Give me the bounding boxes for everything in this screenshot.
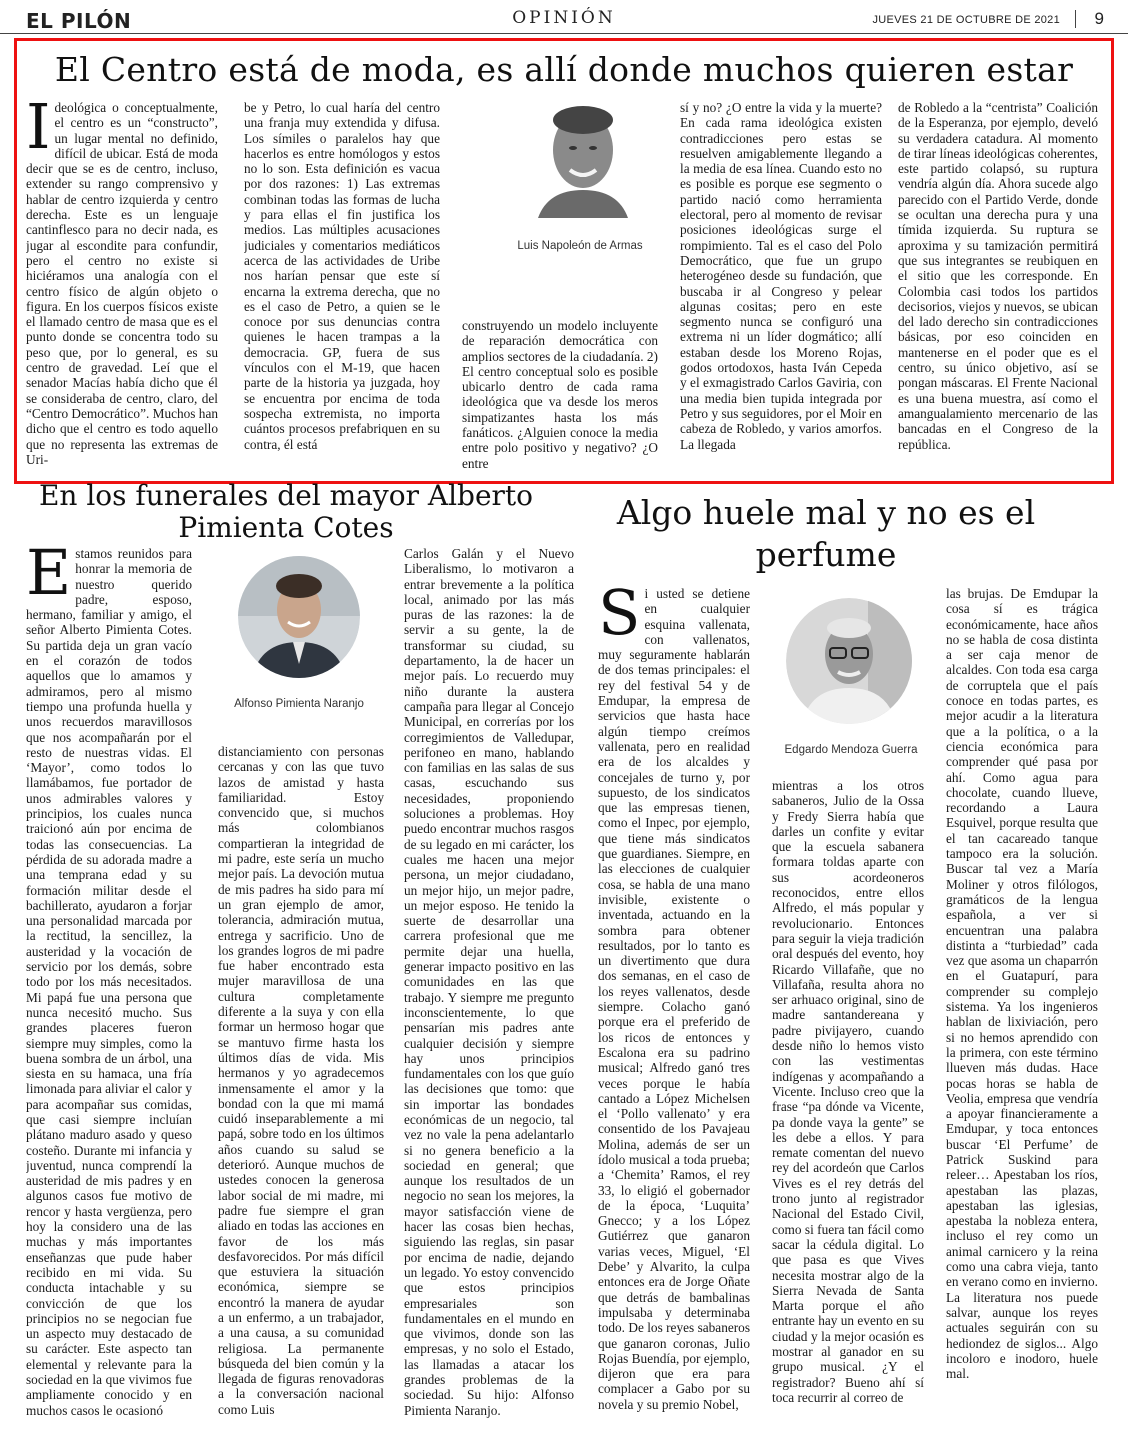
author-photo-edgardo-mendoza (786, 598, 912, 724)
article1-text-3: construyendo un modelo incluyente de reparación democrática con amplios sectores de la ciudadanía. 2) El centro conceptual solo es posible ubicarlo dentro de cada rama ideológica que va desde los meros simpatizantes hasta los más fanáticos. ¿Alguien conoce la media entre polo positivo y negativo? ¿O entre (462, 318, 658, 470)
article2-column-1 (26, 546, 192, 1426)
article2-column-3 (404, 546, 574, 1426)
article3-text-2: mientras a los otros sabaneros, Julio de la Ossa y Fredy Sierra había que darles un confite y evitar que la escuela sabanera formara toldas aparte con sus acordeoneros reconocidos, entre ellos Alfredo, el más popular y revolucionario. Entonces para seguir la vieja tradición oral después del evento, hoy Ricardo Villafañe, que no Villafaña, resulta ahora no ser arhuaco original, sino de madre santandereana y padre pivijayero, cuando desde niño lo hemos visto con las vestimentas indígenas y acompañando a Vicente. Incluso creo que la frase “pa dónde va Vicente, pa donde vaya la gente” se les debe a ellos. Y para remate comentan del nuevo rey del acordeón que Carlos Vives es el rey detrás del trono junto al registrador Nacional del Estado Civil, como si fuera tan fácil como sacar la cédula digital. Lo que pasa es que Vives necesita mostrar algo de la Sierra Nevada de Santa Marta porque el año entrante hay un evento en su ciudad y la mejor ocasión es mostrar al ganador en su grupo musical. ¿Y el registrador? Bueno ahí sí toca recurrir al correo de (772, 778, 924, 1405)
article2-text-3: Carlos Galán y el Nuevo Liberalismo, lo motivaron a entrar brevemente a la política local, animado por las más puras de las razones: la de servir a su gente, la de transformar su ciudad, su departamento, la de hacer un mejor país. Lo recuerdo muy niño durante la austera campaña para llegar al Concejo Municipal, en correrías por los corregimientos de Valledupar, perifoneo en mano, hablando con familias en las salas de sus casas, escuchando sus necesidades, proponiendo soluciones a problemas. Hoy puedo encontrar muchos rasgos de su legado en mi carácter, los cuales me hacen una mejor persona, un mejor ciudadano, un mejor hijo, un mejor padre, un mejor esposo. He tenido la suerte de desarrollar una carrera profesional que me permite dejar una huella, generar impacto positivo en las comunidades en las que trabajo. Y siempre me pregunto inconscientemente, lo que pensarían mis padres ante cualquier decisión y siempre hay unos principios fundamentales con los que guío las decisiones que tomo: que sin importar las bondades económicas de un negocio, tal vez no vale la pena adelantarlo si no genera beneficio a la sociedad en general; que aunque los resultados de un negocio no sean los mejores, la mayor satisfacción viene de hacer las cosas bien hechas, siguiendo las reglas, sin pasar por encima de nadie, dejando un legado. Yo estoy convencido que estos principios empresariales son fundamentales en el mundo en que vivimos, donde son las empresas, y no solo el Estado, las llamadas a atacar los grandes problemas de la sociedad. Su hijo: Alfonso Pimienta Naranjo. (404, 546, 574, 1418)
article3-text-1: i usted se detiene en cualquier esquina vallenata, con vallenatos, muy seguramente hablarán de dos temas principales: el rey del festival 54 y de Emdupar, la empresa de servicios que hasta hace algún tiempo creímos vallenata, pero en realidad era de los alcaldes y concejales de turno y, por supuesto, de los sindicatos que las empresas tienen, como el Inpec, por ejemplo, que tiene más sindicatos que guardianes. Siempre, en las elecciones de cualquier cosa, se habla de una mano invisible, existente o inventada, actuando en la sombra para obtener resultados, por lo tanto es un divertimento que dura dos semanas, en el caso de los reyes vallenatos, desde siempre. Colacho ganó porque era el preferido de los ricos de entonces y Escalona era su padrino musical; Alfredo ganó tres veces porque le había cantado a López Michelsen el ‘Pollo vallenato’ y era consentido de los Pavajeau Molina, además de ser un ídolo musical a toda prueba; a ‘Chemita’ Ramos, el rey 33, lo eligió el gobernador de la época, ‘Luquita’ Gnecco; y a los López Gutiérrez que ganaron varias veces, Miguel, ‘El Debe’ y Alvarito, la culpa entonces era de Jorge Oñate que detrás de bambalinas impulsaba y determinaba todo. De los reyes sabaneros que ganaron coronas, Julio Rojas Buendía, por ejemplo, dijeron que era para complacer a Gabo por su novela y su premio Nobel, (598, 586, 750, 1412)
issue-date: JUEVES 21 DE OCTUBRE DE 2021 (872, 14, 1060, 26)
masthead (0, 0, 1128, 34)
article2-text-2: distanciamiento con personas cercanas y con las que tuvo lazos de amistad y hasta familiaridad. Estoy convencido que, si muchos más colombianos compartieran la integridad de mi padre, este sería un mucho mejor país. La devoción mutua de mis padres ha sido para mí un gran ejemplo de amor, tolerancia, admiración mutua, entrega y sacrificio. Uno de los grandes logros de mi padre fue haber encontrado esta mujer maravillosa de una cultura completamente diferente a la suya y con ella formar un hermoso hogar que se mantuvo firme hasta los últimos días de vida. Mis hermanos y yo agradecemos inmensamente el amor y la bondad con la que mi mamá cuidó inseparablemente a mi papá, sobre todo en los últimos años cuando su salud se deterioró. Aunque muchos de ustedes conocen la generosa labor social de mi madre, mi padre fue siempre el gran aliado en todas las acciones en favor de los más desfavorecidos. Por más difícil que estuviera la situación económica, siempre se encontró la manera de ayudar a un enfermo, a un trabajador, a una causa, a su comunidad religiosa. La permanente búsqueda del bien común y la llegada de figuras renovadoras a la conversación nacional como Luis (218, 744, 384, 1417)
article3-headline: Algo huele mal y no es el perfume (616, 493, 1036, 574)
article2-column-2 (218, 744, 384, 1426)
article2-dropcap: E (26, 546, 72, 609)
article1-text-1: deológica o conceptualmente, el centro es un “constructo”, un lugar mental no definido, difícil de ubicar. Está de moda decir que se es de centro, incluso, extender su rango comprensivo y hablar de centro izquierda y centro derecha. Este es un lenguaje cantinflesco para no decir nada, es jugar al escondite para confundir, pero el centro no existe si hiciéramos una analogía con el centro físico de algún objeto o figura. En los cuerpos físicos existe el llamado centro de masa que es el punto donde se concentra todo su peso que, por lo general, es su centro de gravedad. Leí que el senador Macías había dicho que él se consideraba de centro, claro, del “Centro Democrático”. Muchos han dicho que el centro es todo aquello que no representa las extremas de Uri- (26, 100, 218, 467)
section-title: OPINIÓN (512, 8, 616, 28)
article1-column-4 (680, 100, 882, 470)
author-photo-luis-napoleon (528, 98, 638, 218)
article3-author-caption: Edgardo Mendoza Guerra (784, 744, 918, 756)
article3-column-3 (946, 586, 1098, 1426)
article1-text-2: be y Petro, lo cual haría del centro una franja muy extendida y difusa. Los símiles o paralelos hay que hacerlos es entre homólogos y estos no lo son. Esta definición es vacua por dos razones: 1) Las extremas combinan todas las formas de lucha y para ellas el fin justifica los medios. Las múltiples acusaciones judiciales y comentarios mediáticos acerca de las actividades de Uribe nos harían pensar que este sí encarna la extrema derecha, que no es el caso de Petro, a quien se le conoce por sus denuncias contra quienes le hacen trampas a la democracia. GP, fuera de sus vínculos con el M-19, que hacen parte de la historia ya juzgada, hoy se encuentra por encima de toda sospecha extremista, no importa cuántos procesos prefabriquen en su contra, él está (244, 100, 440, 452)
article1-headline: El Centro está de moda, es allí donde muchos quieren estar (54, 50, 1074, 89)
article1-text-5: de Robledo a la “centrista” Coalición de la Esperanza, por ejemplo, develó su verdadera catadura. Al momento de tirar líneas ideológicas coherentes, este partido colapsó, su ruptura vendría algún día. Ahora sucede algo parecido con el Partido Verde, donde se ocultan una derecha pura y una tímida izquierda. Su ruptura se aproxima y su tamización permitirá que sus integrantes se reubiquen en el sitio que les corresponde. En Colombia casi todos los partidos decisorios, viejos y nuevos, se ubican del lado derecho sin contradicciones básicas, por eso coinciden en mantenerse en el poder que es el centro, su único objetivo, así se pongan máscaras. El Frente Nacional es una buena muestra, así como el amangualamiento mercenario de las bancadas en el Congreso de la república. (898, 100, 1098, 452)
article1-column-2 (244, 100, 440, 470)
header-divider (1075, 10, 1076, 28)
article1-author-caption: Luis Napoleón de Armas (517, 240, 643, 252)
article1-text-4: sí y no? ¿O entre la vida y la muerte? En cada rama ideológica existen contradicciones pero estas se resuelven amigablemente llegando a la media de esa línea. Cuando esto no es posible es porque ese segmento o partido nació como herramienta electoral, pero al momento de revisar posiciones ideológicas surge el rompimiento. Tal es el caso del Polo Democrático, que fue un grupo heterogéneo desde su fundación, que buscaba ir al Congreso y pelear algunas cositas; pero en este segmento nunca se configuró una extrema ni un líder dogmático; allí estaban desde los Moreno Rojas, godos ortodoxos, hasta Iván Cepeda y el exmagistrado Carlos Gaviria, con una media bien tupida integrada por Petro y sus seguidores, por el Moir en cabeza de Robledo, y varios amorfos. La llegada (680, 100, 882, 452)
newspaper-logo: EL PILÓN (26, 9, 132, 33)
article1-dropcap: I (26, 100, 51, 163)
author-photo-alfonso-pimienta (238, 556, 360, 678)
article2-headline: En los funerales del mayor Alberto Pimienta Cotes (38, 479, 534, 544)
article3-dropcap: S (598, 586, 641, 649)
article3-text-3: las brujas. De Emdupar la cosa sí es trágica económicamente, hace años no se habla de cosa distinta a ser caja menor de alcaldes. Con toda esa carga de corruptela que el país conoce en todas partes, es mejor acudir a la literatura que a la política, o a la ciencia económica para comprender qué pasa por ahí. Como agua para chocolate, cuando llueve, recordando a Laura Esquivel, porque resulta que el tan cacareado tanque tampoco era la solución. Buscar tal vez a María Moliner y otros filólogos, gramáticos de la lengua española, a ver si encuentran una palabra distinta a “turbiedad” cada vez que asoma un chaparrón en el Guatapurí, para comprender su complejo sistema. Ya los ingenieros hablan de lixiviación, pero si no hemos aprendido con la primera, con este término llueven más dudas. Hace pocas horas se habla de Veolia, empresa que vendría a apoyar financieramente a Emdupar, y toca entonces buscar ‘El Perfume’ de Patrick Suskind para releer… Apestaban los ríos, apestaban las plazas, apestaban las iglesias, apestaba la nobleza entera, incluso el rey como un animal carnicero y la reina como una cabra vieja, tanto en verano como en invierno. La literatura nos puede salvar, aunque los reyes actuales seguirán con su hediondez de siglos... Algo incoloro e inodoro, huele mal. (946, 586, 1098, 1382)
article2-author-caption: Alfonso Pimienta Naranjo (234, 698, 364, 710)
article3-column-1 (598, 586, 750, 1426)
article2-text-1: stamos reunidos para honrar la memoria de nuestro querido padre, esposo, hermano, familiar y amigo, el señor Alberto Pimienta Cotes. Su partida deja un gran vacío en el corazón de todos aquellos que lo amamos y admiramos, pero al mismo tiempo una profunda huella y unos recuerdos maravillosos que nos acompañarán por el resto de nuestras vidas. El ‘Mayor’, como todos lo llamábamos, fue portador de unos admirables valores y principios, los cuales nunca traicionó aún por encima de todas las consecuencias. La pérdida de su adorada madre a una temprana edad y su formación militar desde el bachillerato, ayudaron a forjar una personalidad marcada por la rectitud, la sencillez, la austeridad y la vocación de servicio por los demás, sobre todo por los más necesitados. Mi papá fue una persona que nunca necesitó mucho. Sus grandes placeres fueron siempre muy simples, como la buena sombra de un árbol, una siesta en su hamaca, una fría limonada para aliviar el calor y para acompañar sus comidas, que casi siempre incluían plátano maduro asado y queso costeño. Durante mi infancia y juventud, nunca comprendí la austeridad de mis padres y en algunos casos fue motivo de rencor y hasta vergüenza, pero hoy la considero una de las muchas y más importantes enseñanzas que pude haber recibido en mi vida. Su conducta intachable y su convicción de que los principios no se negocian fue un aspecto muy destacado de su carácter. Este aspecto tan elemental y relevante para la sociedad en la que vivimos fue ampliamente conocido y en muchos casos le ocasionó (26, 546, 192, 1418)
article3-column-2 (772, 778, 924, 1426)
article1-column-3 (462, 318, 658, 470)
article1-column-5 (898, 100, 1098, 470)
article1-column-1 (26, 100, 218, 470)
page-number: 9 (1094, 9, 1104, 28)
